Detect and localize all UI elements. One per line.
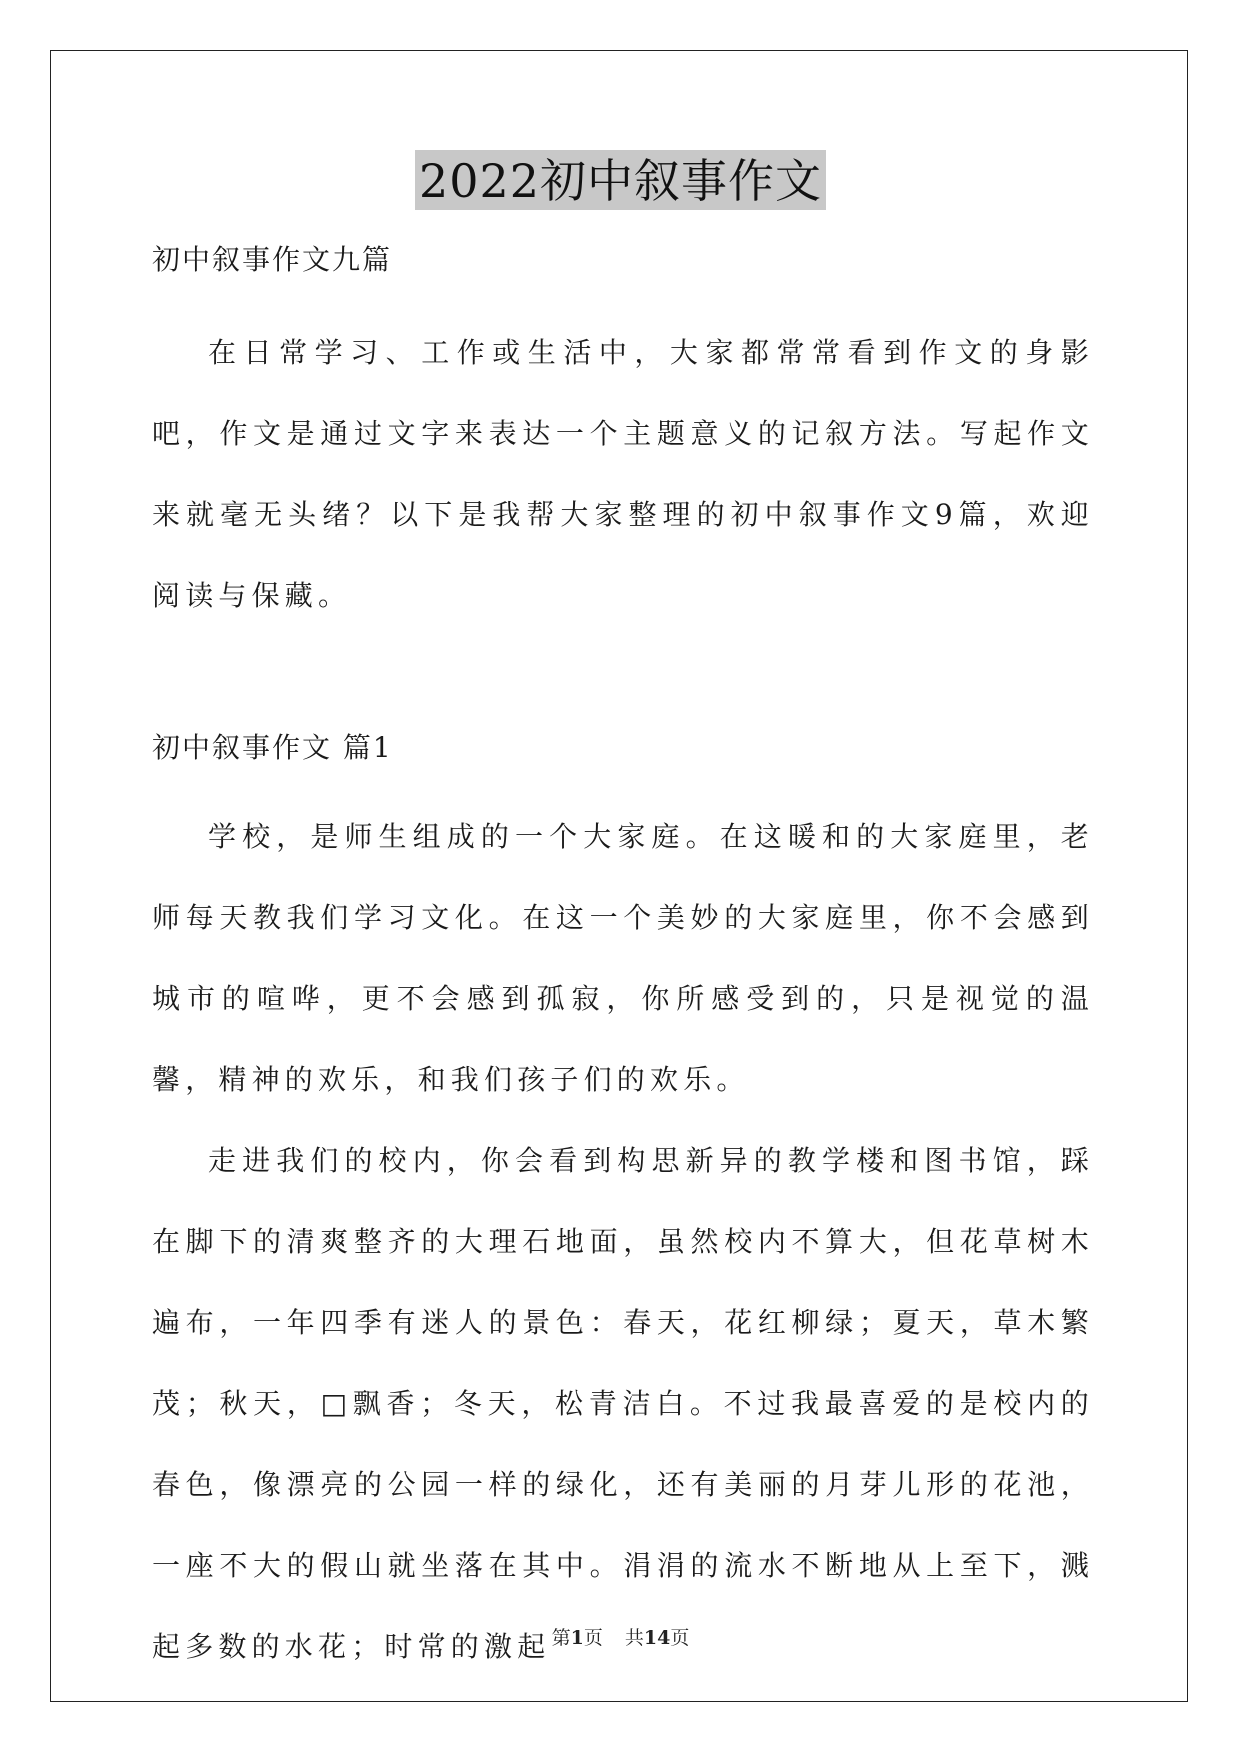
body-paragraph-1: 学校，是师生组成的一个大家庭。在这暖和的大家庭里，老师每天教我们学习文化。在这一个美妙的大家庭里，你不会感到城市的喧哗，更不会感到孤寂，你所感受到的，只是视觉的温馨，精神的欢乐，和我们孩子们的欢乐。 <box>152 820 1094 1096</box>
footer-page-number: 1 <box>570 1627 584 1649</box>
intro-paragraph: 在日常学习、工作或生活中，大家都常常看到作文的身影吧，作文是通过文字来表达一个主题意义的记叙方法。写起作文来就毫无头绪？以下是我帮大家整理的初中叙事作文9篇，欢迎阅读与保藏。 <box>152 336 1094 612</box>
body-paragraph-2: 走进我们的校内，你会看到构思新异的教学楼和图书馆，踩在脚下的清爽整齐的大理石地面，虽然校内不算大，但花草树木遍布，一年四季有迷人的景色：春天，花红柳绿；夏天，草木繁茂；秋天，□飘香；冬天，松青洁白。不过我最喜爱的是校内的春色，像漂亮的公园一样的绿化，还有美丽的月芽儿形的花池，一座不大的假山就坐落在其中。涓涓的流水不断地从上至下，溅起多数的水花；时常的激起 <box>152 1144 1094 1663</box>
document-title: 2022初中叙事作文 <box>415 150 826 210</box>
document-body <box>152 240 1094 1687</box>
footer-total-pages: 14 <box>643 1627 671 1649</box>
footer-total-suffix: 页 <box>670 1627 690 1649</box>
footer-page-prefix: 第 <box>551 1627 571 1649</box>
title-container <box>0 150 1241 210</box>
page-footer <box>0 1626 1241 1650</box>
footer-page-suffix: 页 <box>583 1627 603 1649</box>
document-subtitle: 初中叙事作文九篇 <box>152 243 393 276</box>
section-heading: 初中叙事作文 篇1 <box>152 731 393 764</box>
footer-total-prefix: 共 <box>624 1627 644 1649</box>
